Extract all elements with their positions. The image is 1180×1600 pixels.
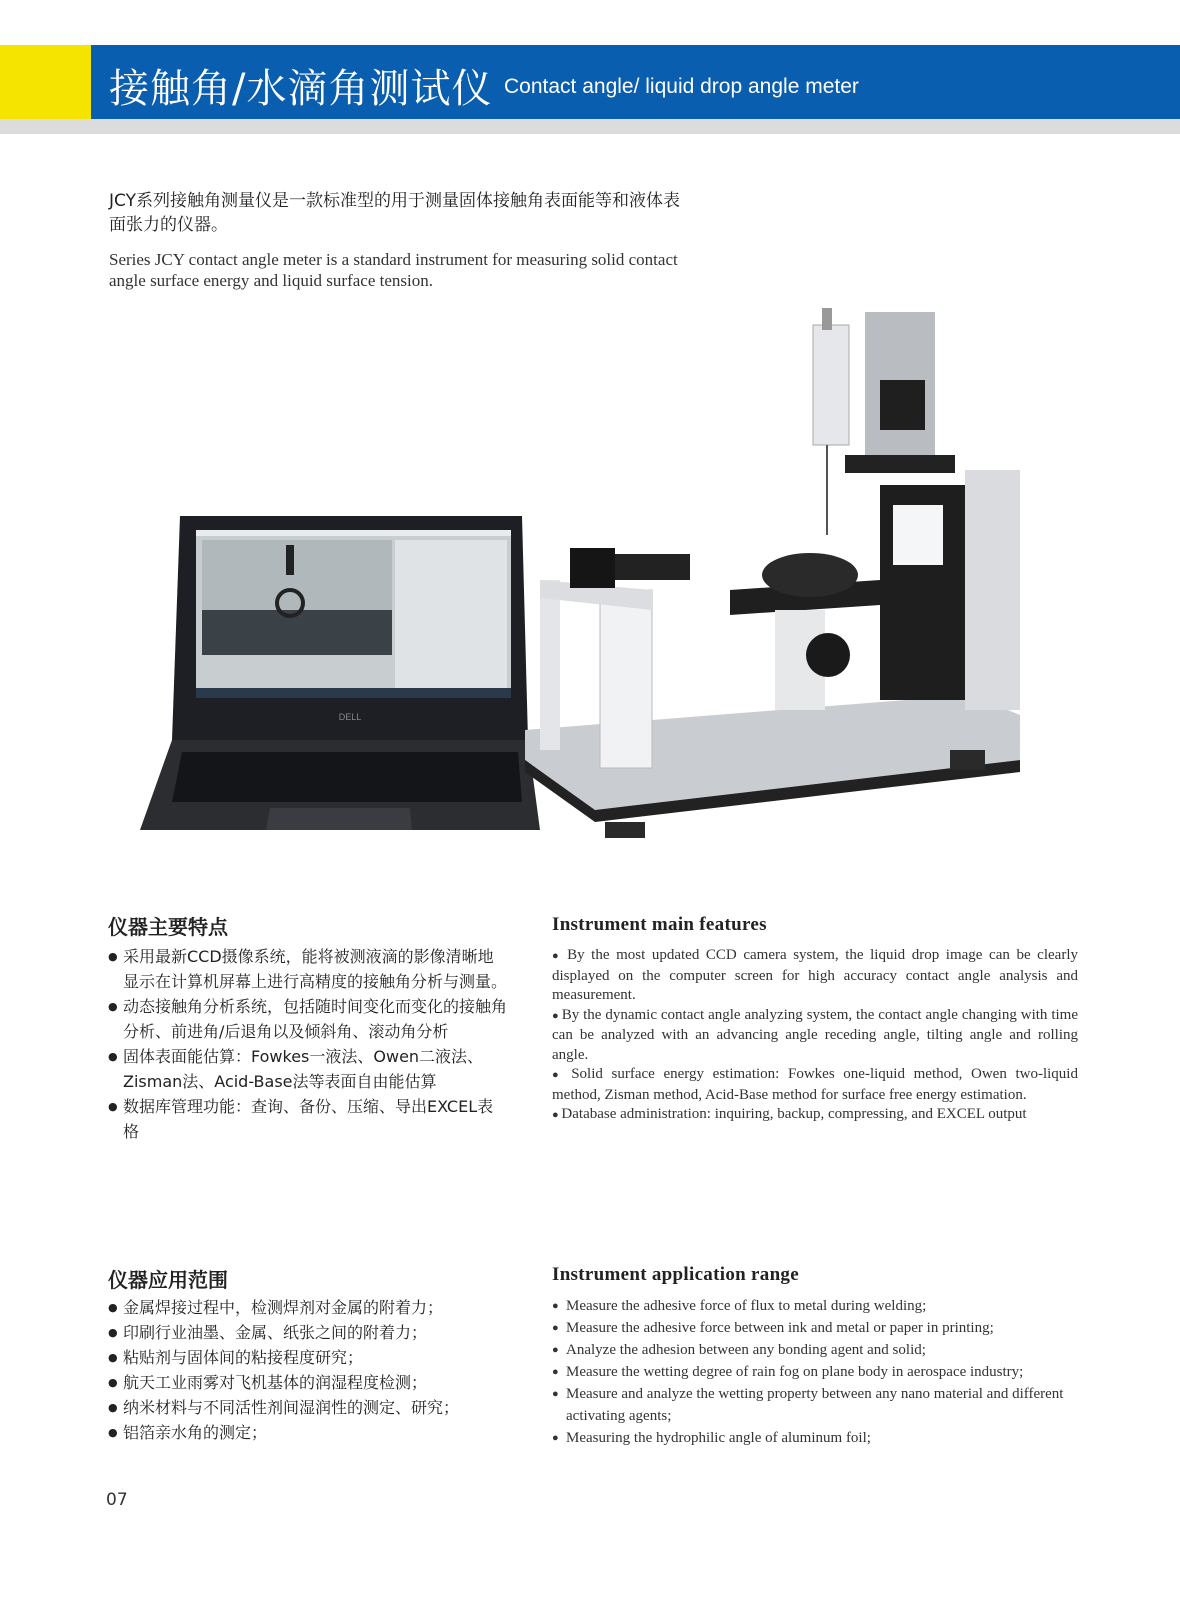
laptop-illustration bbox=[140, 516, 540, 830]
instrument-illustration bbox=[525, 308, 1020, 838]
list-item: ● 动态接触角分析系统，包括随时间变化而变化的接触角分析、前进角/后退角以及倾斜角、滚动角分析 bbox=[108, 994, 508, 1044]
list-item: ● Measure the wetting degree of rain fog on plane body in aerospace industry; bbox=[552, 1361, 1078, 1383]
page-number: 07 bbox=[106, 1490, 128, 1510]
applications-heading-zh: 仪器应用范围 bbox=[108, 1268, 228, 1292]
list-item: ● 铝箔亲水角的测定； bbox=[108, 1420, 508, 1445]
page-title-zh: 接触角/水滴角测试仪 bbox=[109, 66, 493, 112]
list-item: ● Analyze the adhesion between any bonding agent and solid; bbox=[552, 1339, 1078, 1361]
header-accent-bar bbox=[0, 45, 91, 119]
list-item: ● 金属焊接过程中，检测焊剂对金属的附着力； bbox=[108, 1295, 508, 1320]
intro-text-en: Series JCY contact angle meter is a standard instrument for measuring solid contact angle surface energy and liquid surface tension. bbox=[109, 250, 678, 290]
applications-list-en bbox=[552, 1295, 1078, 1449]
features-list-en bbox=[552, 946, 1078, 1126]
list-item: ● Measure and analyze the wetting property between any nano material and different activating agents; bbox=[552, 1383, 1078, 1427]
applications-list-zh bbox=[108, 1295, 508, 1445]
header-divider bbox=[0, 119, 1180, 134]
product-photo bbox=[110, 290, 1075, 885]
list-item: ● 印刷行业油墨、金属、纸张之间的附着力； bbox=[108, 1320, 508, 1345]
list-item: ● 数据库管理功能：查询、备份、压缩、导出EXCEL表格 bbox=[108, 1094, 508, 1144]
list-item: ● Measure the adhesive force of flux to metal during welding; bbox=[552, 1295, 1078, 1317]
features-heading-zh: 仪器主要特点 bbox=[108, 915, 228, 939]
list-item: ● 粘贴剂与固体间的粘接程度研究； bbox=[108, 1345, 508, 1370]
list-item: ● 航天工业雨雾对飞机基体的润湿程度检测； bbox=[108, 1370, 508, 1395]
list-item: ● Solid surface energy estimation: Fowkes one-liquid method, Owen two-liquid method, Zisman method, Acid-Base method for surface free energy estimation. bbox=[552, 1065, 1078, 1105]
list-item: ● By the most updated CCD camera system, the liquid drop image can be clearly displayed on the computer screen for high accuracy contact angle analysis and measurement. bbox=[552, 946, 1078, 1006]
list-item: ● By the dynamic contact angle analyzing system, the contact angle changing with time can be analyzed with an advancing angle receding angle, tilting angle and rolling angle. bbox=[552, 1006, 1078, 1066]
header-banner bbox=[91, 45, 1180, 119]
page-title-en: Contact angle/ liquid drop angle meter bbox=[504, 75, 859, 98]
features-heading-en: Instrument main features bbox=[552, 914, 767, 935]
list-item: ● 纳米材料与不同活性剂间湿润性的测定、研究； bbox=[108, 1395, 508, 1420]
list-item: ● Measure the adhesive force between ink and metal or paper in printing; bbox=[552, 1317, 1078, 1339]
features-list-zh bbox=[108, 944, 508, 1144]
list-item: ● 采用最新CCD摄像系统，能将被测液滴的影像清晰地显示在计算机屏幕上进行高精度的接触角分析与测量。 bbox=[108, 944, 508, 994]
list-item: ● 固体表面能估算：Fowkes一液法、Owen二液法、Zisman法、Acid-Base法等表面自由能估算 bbox=[108, 1044, 508, 1094]
list-item: ● Database administration: inquiring, backup, compressing, and EXCEL output bbox=[552, 1105, 1078, 1126]
applications-heading-en: Instrument application range bbox=[552, 1264, 799, 1285]
intro-text-zh: JCY系列接触角测量仪是一款标准型的用于测量固体接触角表面能等和液体表面张力的仪器。 bbox=[109, 191, 680, 235]
list-item: ● Measuring the hydrophilic angle of aluminum foil; bbox=[552, 1427, 1078, 1449]
laptop-brand-label: DELL bbox=[338, 712, 362, 722]
